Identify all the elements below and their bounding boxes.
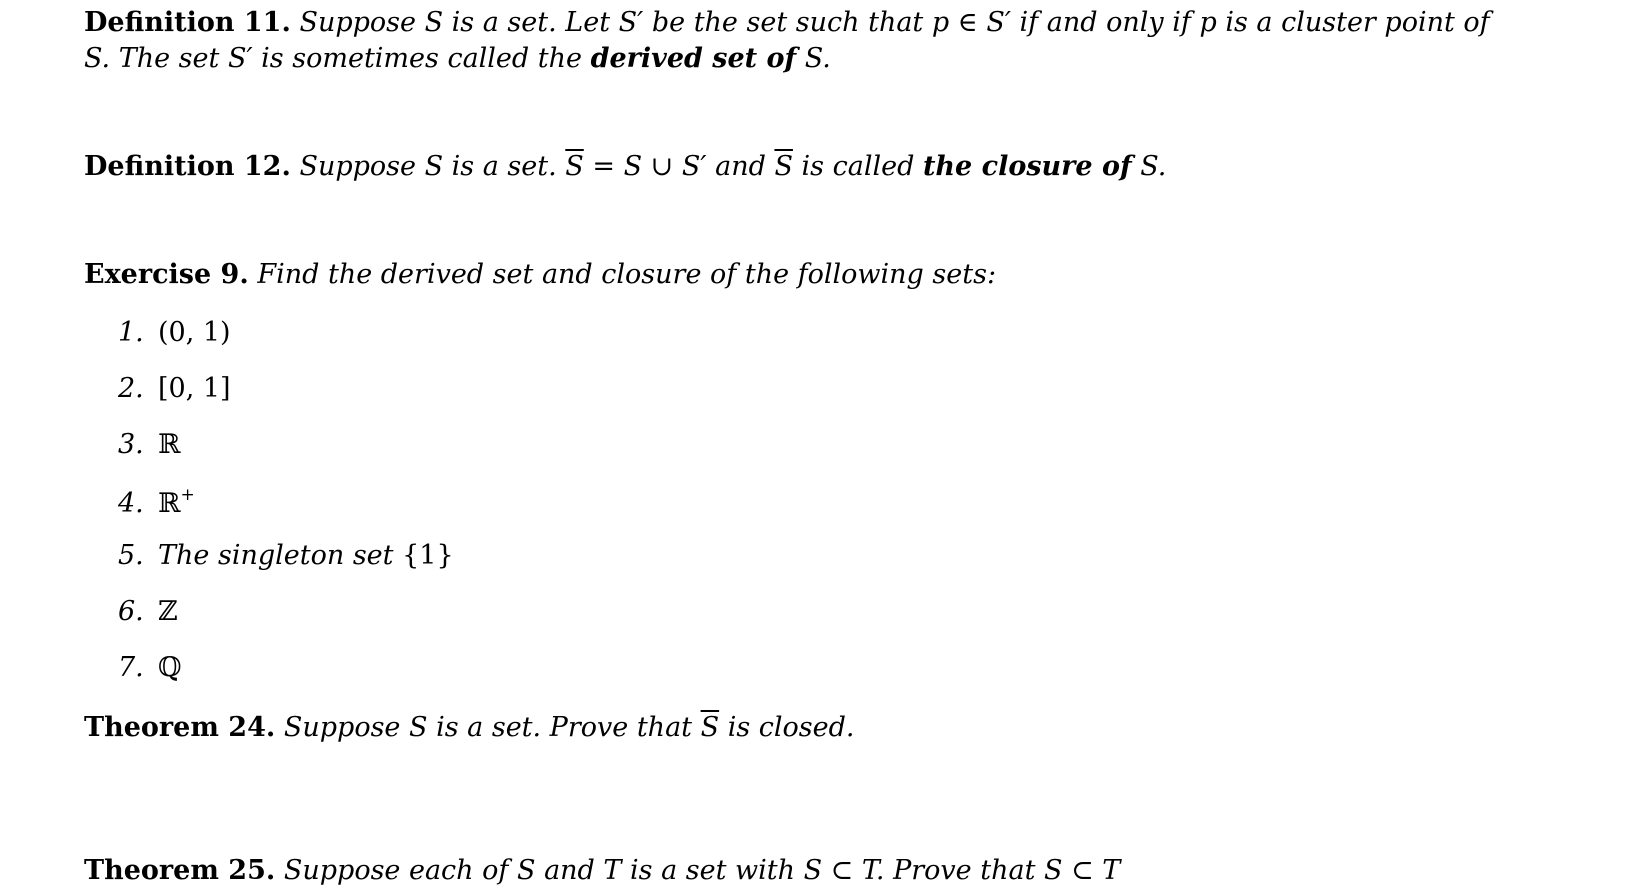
term-closure: the closure of [922, 151, 1132, 182]
math-operator: ∪ [642, 151, 682, 182]
definition-11-text: if and only if [1010, 7, 1200, 38]
theorem-24-line [84, 710, 1504, 746]
list-item [118, 596, 178, 627]
definition-12-text: and [706, 151, 775, 182]
math-symbol: S [623, 151, 643, 182]
list-item-text: [0, 1] [158, 373, 231, 404]
definition-12-text: . [1157, 151, 1167, 182]
closure-symbol: $\overline{S}$ [700, 712, 720, 743]
math-symbol: S [1140, 151, 1158, 182]
math-operator: ∈ [949, 7, 987, 38]
math-symbol: S [409, 712, 428, 743]
definition-12-line [84, 149, 1504, 185]
definition-11-text: . The set [101, 43, 228, 74]
definition-12 [84, 149, 1504, 185]
math-symbol: S′ [681, 151, 707, 182]
list-item-text: The singleton set [158, 540, 403, 571]
list-item [118, 540, 454, 571]
theorem-24-text: is a set. Prove that [427, 712, 701, 743]
theorem-25-text: Suppose each of S and T is a set with S ⊂ T. Prove that S ⊂ T [283, 855, 1121, 886]
exercise-9-text: Find the derived set and closure of the following sets: [257, 259, 997, 290]
list-item [118, 652, 182, 683]
math-symbol: S [424, 7, 444, 38]
definition-11-line-2 [84, 41, 1504, 77]
math-symbol: S [424, 151, 444, 182]
list-item-text: ℤ [158, 596, 178, 627]
definition-12-label: Definition 12. [84, 151, 291, 182]
list-item-number: 4. [118, 488, 144, 519]
exercise-9 [84, 257, 1504, 293]
theorem-24-label: Theorem 24. [84, 712, 276, 743]
closure-symbol: $\overline{S}$ [565, 151, 584, 182]
closure-symbol: $\overline{S}$ [774, 151, 793, 182]
definition-12-text: is called [792, 151, 923, 182]
definition-11-text: Suppose [299, 7, 425, 38]
list-item [118, 317, 231, 348]
definition-11-text: be the set such that [643, 7, 932, 38]
list-item [118, 429, 180, 460]
definition-11-line-1 [84, 5, 1504, 41]
definition-11-text: . [822, 43, 831, 74]
list-item-number: 7. [118, 652, 144, 683]
math-symbol: p [931, 7, 950, 38]
math-symbol: S [804, 43, 823, 74]
definition-11 [84, 5, 1504, 77]
list-item-text: {1} [402, 540, 454, 571]
list-item-text: ℝ [158, 488, 181, 519]
math-operator: = [583, 151, 624, 182]
theorem-25-label: Theorem 25. [84, 855, 276, 886]
list-item [118, 485, 195, 519]
definition-12-text: is a set. [443, 151, 566, 182]
definition-11-text: is sometimes called the [252, 43, 591, 74]
definition-11-label: Definition 11. [84, 7, 291, 38]
theorem-25-cutoff [84, 852, 1184, 886]
list-item-number: 2. [118, 373, 144, 404]
math-symbol: S′ [986, 7, 1011, 38]
list-item-text: ℚ [158, 652, 182, 683]
math-symbol: S′ [227, 43, 253, 74]
list-item-number: 3. [118, 429, 144, 460]
list-item-number: 6. [118, 596, 144, 627]
math-symbol: p [1199, 7, 1217, 38]
theorem-25-line [84, 856, 1120, 886]
term-derived-set: derived set of [590, 43, 797, 74]
math-symbol: S′ [618, 7, 644, 38]
list-item-text: (0, 1) [158, 317, 231, 348]
list-item-superscript: + [180, 485, 195, 505]
list-item-number: 1. [118, 317, 144, 348]
list-item-text: ℝ [158, 429, 181, 460]
definition-12-text: Suppose [299, 151, 425, 182]
exercise-9-label: Exercise 9. [84, 259, 249, 290]
exercise-9-line [84, 257, 1504, 293]
definition-11-text: is a cluster point of [1216, 7, 1490, 38]
theorem-24 [84, 710, 1504, 746]
math-symbol: S [84, 43, 102, 74]
list-item-number: 5. [118, 540, 144, 571]
theorem-24-text: Suppose [283, 712, 409, 743]
definition-11-text: is a set. Let [443, 7, 619, 38]
theorem-24-text: is closed. [719, 712, 855, 743]
list-item [118, 373, 231, 404]
